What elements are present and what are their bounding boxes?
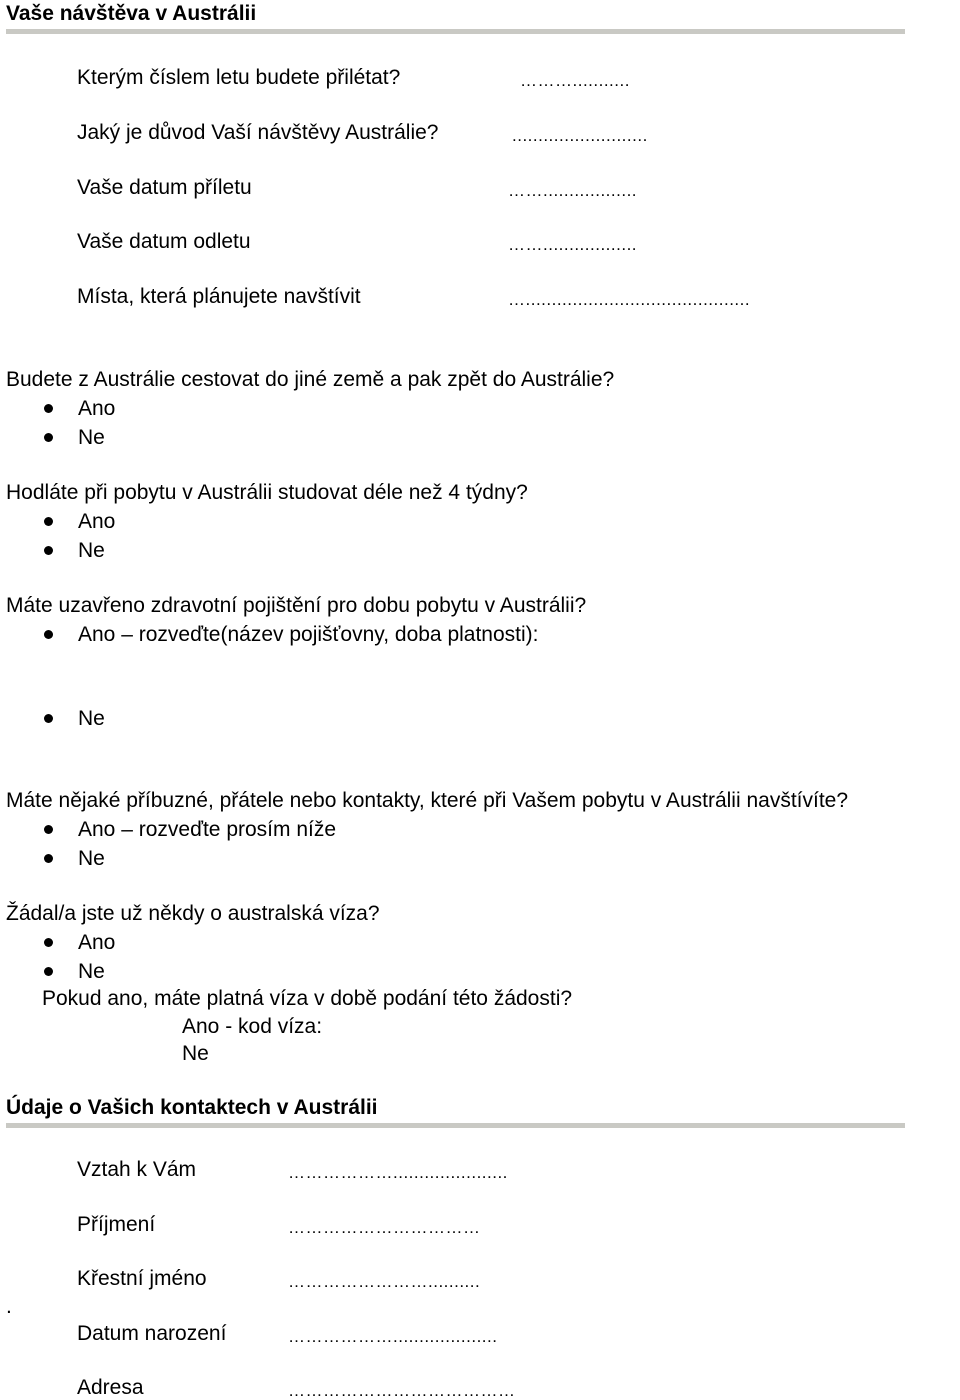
- option-contacts-yes[interactable]: Ano – rozveďte prosím níže: [78, 818, 337, 841]
- option-visa-history-no[interactable]: Ne: [78, 960, 105, 983]
- field-value-relationship[interactable]: ………………......................: [288, 1163, 508, 1182]
- option-travel-elsewhere-no[interactable]: Ne: [78, 426, 105, 449]
- field-value-first-name[interactable]: ……………………..........: [288, 1272, 481, 1291]
- question-valid-visa: Pokud ano, máte platná víza v době podání této žádosti?: [42, 987, 573, 1010]
- section-title-contacts: Údaje o Vašich kontaktech v Austrálii: [6, 1096, 378, 1119]
- option-contacts-no[interactable]: Ne: [78, 847, 105, 870]
- bullet-icon: [44, 433, 53, 442]
- field-label-departure-date: Vaše datum odletu: [77, 230, 251, 253]
- field-label-relationship: Vztah k Vám: [77, 1158, 197, 1181]
- option-valid-visa-yes[interactable]: Ano - kod víza:: [182, 1015, 323, 1038]
- section-header-visit: [6, 0, 905, 34]
- question-visa-history: Žádal/a jste už někdy o australská víza?: [6, 902, 380, 925]
- field-value-flight-number[interactable]: ………...........: [520, 71, 630, 90]
- question-insurance: Máte uzavřeno zdravotní pojištění pro dobu pobytu v Austrálii?: [6, 594, 587, 617]
- option-travel-elsewhere-yes[interactable]: Ano: [78, 397, 116, 420]
- option-valid-visa-no[interactable]: Ne: [182, 1042, 209, 1065]
- field-label-flight-number: Kterým číslem letu budete přilétat?: [77, 66, 401, 89]
- field-label-arrival-date: Vaše datum příletu: [77, 176, 252, 199]
- field-label-birth-date: Datum narození: [77, 1322, 227, 1345]
- field-value-visit-reason[interactable]: ..........................: [512, 126, 648, 145]
- bullet-icon: [44, 967, 53, 976]
- field-value-birth-date[interactable]: ………………....................: [288, 1327, 498, 1346]
- field-label-address: Adresa: [77, 1376, 144, 1399]
- option-study-no[interactable]: Ne: [78, 539, 105, 562]
- field-label-places: Místa, která plánujete navštívit: [77, 285, 361, 308]
- bullet-icon: [44, 630, 53, 639]
- field-value-places[interactable]: …...........................................: [508, 290, 751, 309]
- field-value-departure-date[interactable]: ……..................: [508, 235, 638, 254]
- section-title-visit: Vaše návštěva v Austrálii: [6, 2, 257, 25]
- section-header-contacts: [6, 1094, 905, 1128]
- bullet-icon: [44, 546, 53, 555]
- field-label-first-name: Křestní jméno: [77, 1267, 207, 1290]
- question-contacts: Máte nějaké příbuzné, přátele nebo kontakty, které při Vašem pobytu v Austrálii navštívíte?: [6, 789, 849, 812]
- bullet-icon: [44, 404, 53, 413]
- bullet-icon: [44, 517, 53, 526]
- question-study: Hodláte při pobytu v Austrálii studovat déle než 4 týdny?: [6, 481, 528, 504]
- option-visa-history-yes[interactable]: Ano: [78, 931, 116, 954]
- option-study-yes[interactable]: Ano: [78, 510, 116, 533]
- field-value-arrival-date[interactable]: ……..................: [508, 181, 638, 200]
- field-value-surname[interactable]: ……………………………: [288, 1218, 481, 1237]
- bullet-icon: [44, 714, 53, 723]
- option-insurance-no[interactable]: Ne: [78, 707, 105, 730]
- field-value-address[interactable]: …………………………………: [288, 1381, 516, 1400]
- question-travel-elsewhere: Budete z Austrálie cestovat do jiné země a pak zpět do Austrálie?: [6, 368, 615, 391]
- bullet-icon: [44, 854, 53, 863]
- option-insurance-yes[interactable]: Ano – rozveďte(název pojišťovny, doba platnosti):: [78, 623, 539, 646]
- field-label-visit-reason: Jaký je důvod Vaší návštěvy Austrálie?: [77, 121, 439, 144]
- stray-dot: .: [6, 1295, 12, 1318]
- bullet-icon: [44, 825, 53, 834]
- bullet-icon: [44, 938, 53, 947]
- field-label-surname: Příjmení: [77, 1213, 156, 1236]
